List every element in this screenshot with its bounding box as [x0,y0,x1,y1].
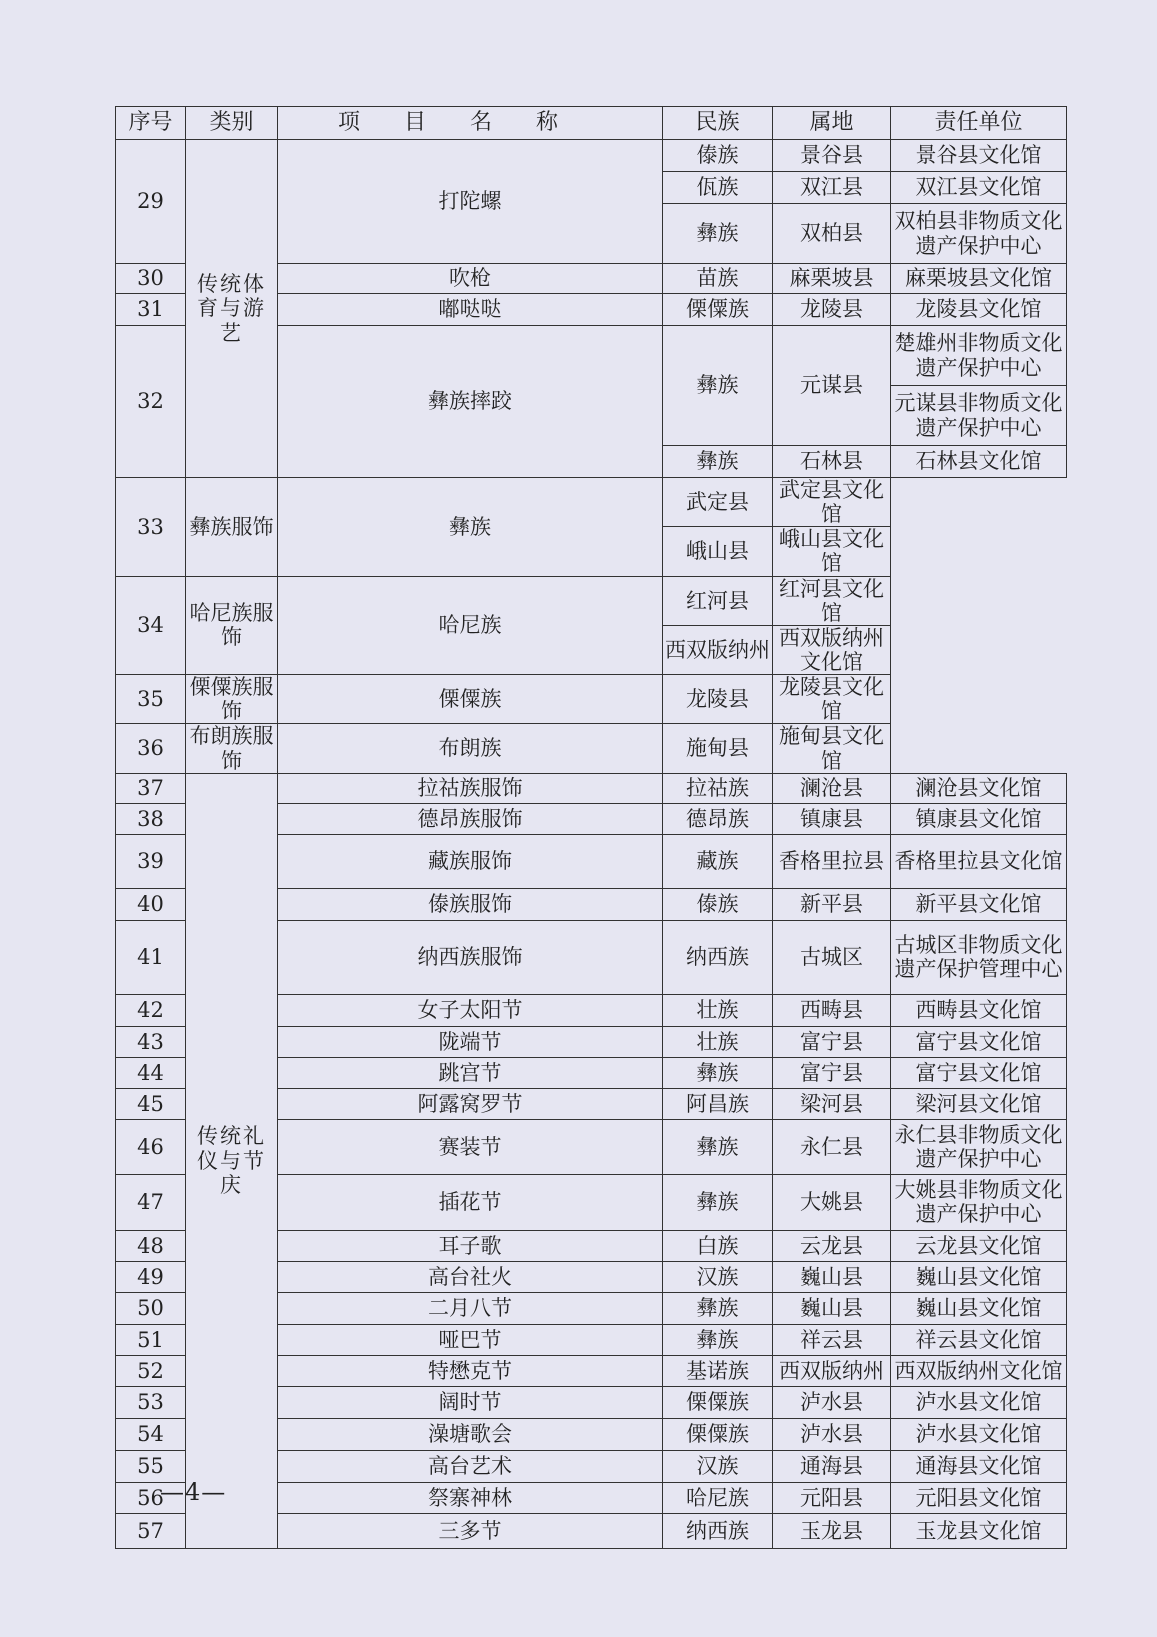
header-ethnic: 民族 [663,107,773,140]
ethnic-group: 彝族 [663,1174,773,1230]
ethnic-group: 阿昌族 [663,1088,773,1119]
responsible-unit: 通海县文化馆 [891,1450,1067,1482]
locality: 巍山县 [773,1292,891,1324]
project-name: 高台社火 [278,1261,663,1292]
responsible-unit: 龙陵县文化馆 [891,294,1067,326]
project-name: 澡塘歌会 [278,1418,663,1450]
responsible-unit: 红河县文化馆 [773,576,891,625]
ethnic-group: 傈僳族 [663,1418,773,1450]
responsible-unit: 双江县文化馆 [891,172,1067,204]
responsible-unit: 镇康县文化馆 [891,803,1067,834]
row-number: 55 [116,1450,186,1482]
responsible-unit: 龙陵县文化馆 [773,675,891,724]
ethnic-group: 哈尼族 [663,1482,773,1513]
ethnic-group: 佤族 [663,172,773,204]
responsible-unit: 祥云县文化馆 [891,1324,1067,1355]
row-number: 31 [116,294,186,326]
locality: 泸水县 [773,1418,891,1450]
project-name: 彝族摔跤 [278,326,663,478]
locality: 澜沧县 [773,773,891,803]
locality: 巍山县 [773,1261,891,1292]
responsible-unit: 富宁县文化馆 [891,1026,1067,1057]
row-number: 54 [116,1418,186,1450]
ethnic-group: 傈僳族 [663,294,773,326]
responsible-unit: 澜沧县文化馆 [891,773,1067,803]
responsible-unit: 大姚县非物质文化遗产保护中心 [891,1174,1067,1230]
row-number: 49 [116,1261,186,1292]
row-number: 46 [116,1119,186,1174]
project-name: 阔时节 [278,1386,663,1418]
locality: 香格里拉县 [773,834,891,888]
responsible-unit: 泸水县文化馆 [891,1418,1067,1450]
project-name: 嘟哒哒 [278,294,663,326]
project-name: 哈尼族服饰 [186,576,278,675]
ethnic-group: 基诺族 [663,1355,773,1386]
project-name: 赛装节 [278,1119,663,1174]
ethnic-group: 汉族 [663,1261,773,1292]
ethnic-group: 彝族 [278,478,663,577]
locality: 泸水县 [773,1386,891,1418]
table-header-row [116,107,1067,140]
project-name: 德昂族服饰 [278,803,663,834]
row-number: 45 [116,1088,186,1119]
header-project-name: 项目名称 [278,107,663,140]
responsible-unit: 元阳县文化馆 [891,1482,1067,1513]
project-name: 藏族服饰 [278,834,663,888]
locality: 双柏县 [773,204,891,264]
ethnic-group: 傣族 [663,888,773,920]
responsible-unit: 景谷县文化馆 [891,140,1067,172]
responsible-unit: 峨山县文化馆 [773,527,891,576]
ethnic-group: 白族 [663,1230,773,1261]
locality: 云龙县 [773,1230,891,1261]
header-place: 属地 [773,107,891,140]
locality: 西双版纳州 [663,625,773,674]
responsible-unit: 西双版纳州文化馆 [891,1355,1067,1386]
row-number: 57 [116,1513,186,1548]
heritage-table [115,106,1067,1549]
ethnic-group: 苗族 [663,264,773,294]
responsible-unit: 泸水县文化馆 [891,1386,1067,1418]
locality: 西双版纳州 [773,1355,891,1386]
project-name: 哑巴节 [278,1324,663,1355]
locality: 龙陵县 [773,294,891,326]
project-name: 高台艺术 [278,1450,663,1482]
row-number: 39 [116,834,186,888]
locality: 通海县 [773,1450,891,1482]
ethnic-group: 彝族 [663,204,773,264]
locality: 西畴县 [773,994,891,1026]
project-name: 跳宫节 [278,1057,663,1088]
category-cell: 传统礼仪与节庆 [186,773,278,1548]
locality: 施甸县 [663,724,773,773]
row-number: 36 [116,724,186,773]
ethnic-group: 彝族 [663,446,773,478]
row-number: 56 [116,1482,186,1513]
ethnic-group: 傈僳族 [663,1386,773,1418]
row-number: 42 [116,994,186,1026]
project-name: 布朗族服饰 [186,724,278,773]
project-name: 特懋克节 [278,1355,663,1386]
responsible-unit: 古城区非物质文化遗产保护管理中心 [891,920,1067,994]
project-name: 三多节 [278,1513,663,1548]
ethnic-group: 拉祜族 [663,773,773,803]
locality: 梁河县 [773,1088,891,1119]
responsible-unit: 双柏县非物质文化遗产保护中心 [891,204,1067,264]
responsible-unit: 西双版纳州文化馆 [773,625,891,674]
row-number: 29 [116,140,186,264]
project-name: 拉祜族服饰 [278,773,663,803]
table-row [116,576,1067,625]
responsible-unit: 永仁县非物质文化遗产保护中心 [891,1119,1067,1174]
ethnic-group: 彝族 [663,326,773,446]
project-name: 彝族服饰 [186,478,278,577]
responsible-unit: 西畴县文化馆 [891,994,1067,1026]
locality: 富宁县 [773,1057,891,1088]
ethnic-group: 纳西族 [663,920,773,994]
row-number: 47 [116,1174,186,1230]
ethnic-group: 壮族 [663,1026,773,1057]
responsible-unit: 玉龙县文化馆 [891,1513,1067,1548]
header-no: 序号 [116,107,186,140]
responsible-unit: 云龙县文化馆 [891,1230,1067,1261]
ethnic-group: 彝族 [663,1324,773,1355]
locality: 武定县 [663,478,773,527]
header-unit: 责任单位 [891,107,1067,140]
responsible-unit: 武定县文化馆 [773,478,891,527]
locality: 玉龙县 [773,1513,891,1548]
locality: 红河县 [663,576,773,625]
responsible-unit: 麻栗坡县文化馆 [891,264,1067,294]
row-number: 53 [116,1386,186,1418]
row-number: 34 [116,576,186,675]
responsible-unit: 巍山县文化馆 [891,1292,1067,1324]
table-row [116,675,1067,724]
locality: 祥云县 [773,1324,891,1355]
locality: 古城区 [773,920,891,994]
row-number: 43 [116,1026,186,1057]
ethnic-group: 彝族 [663,1057,773,1088]
locality: 大姚县 [773,1174,891,1230]
row-number: 32 [116,326,186,478]
ethnic-group: 傈僳族 [278,675,663,724]
header-category: 类别 [186,107,278,140]
table-row [116,478,1067,527]
project-name: 祭寨神林 [278,1482,663,1513]
page-number: —4— [160,1478,227,1506]
project-name: 女子太阳节 [278,994,663,1026]
locality: 元阳县 [773,1482,891,1513]
row-number: 37 [116,773,186,803]
row-number: 40 [116,888,186,920]
category-cell: 传统体育与游艺 [186,140,278,478]
ethnic-group: 壮族 [663,994,773,1026]
responsible-unit: 新平县文化馆 [891,888,1067,920]
project-name: 陇端节 [278,1026,663,1057]
responsible-unit: 施甸县文化馆 [773,724,891,773]
locality: 元谋县 [773,326,891,446]
ethnic-group: 纳西族 [663,1513,773,1548]
ethnic-group: 哈尼族 [278,576,663,675]
row-number: 44 [116,1057,186,1088]
locality: 双江县 [773,172,891,204]
responsible-unit: 富宁县文化馆 [891,1057,1067,1088]
locality: 富宁县 [773,1026,891,1057]
row-number: 38 [116,803,186,834]
ethnic-group: 彝族 [663,1119,773,1174]
project-name: 二月八节 [278,1292,663,1324]
locality: 石林县 [773,446,891,478]
ethnic-group: 汉族 [663,1450,773,1482]
row-number: 41 [116,920,186,994]
locality: 峨山县 [663,527,773,576]
ethnic-group: 藏族 [663,834,773,888]
project-name: 傣族服饰 [278,888,663,920]
responsible-unit: 巍山县文化馆 [891,1261,1067,1292]
row-number: 50 [116,1292,186,1324]
row-number: 30 [116,264,186,294]
responsible-unit: 香格里拉县文化馆 [891,834,1067,888]
project-name: 耳子歌 [278,1230,663,1261]
locality: 景谷县 [773,140,891,172]
locality: 新平县 [773,888,891,920]
project-name: 吹枪 [278,264,663,294]
table-row [116,140,1067,172]
project-name: 插花节 [278,1174,663,1230]
ethnic-group: 彝族 [663,1292,773,1324]
responsible-unit: 楚雄州非物质文化遗产保护中心 [891,326,1067,386]
table-row [116,773,1067,803]
project-name: 阿露窝罗节 [278,1088,663,1119]
project-name: 纳西族服饰 [278,920,663,994]
row-number: 33 [116,478,186,577]
ethnic-group: 德昂族 [663,803,773,834]
responsible-unit: 梁河县文化馆 [891,1088,1067,1119]
row-number: 51 [116,1324,186,1355]
locality: 龙陵县 [663,675,773,724]
table-row [116,724,1067,773]
responsible-unit: 元谋县非物质文化遗产保护中心 [891,386,1067,446]
ethnic-group: 傣族 [663,140,773,172]
project-name: 傈僳族服饰 [186,675,278,724]
locality: 永仁县 [773,1119,891,1174]
locality: 麻栗坡县 [773,264,891,294]
responsible-unit: 石林县文化馆 [891,446,1067,478]
row-number: 35 [116,675,186,724]
project-name: 打陀螺 [278,140,663,264]
row-number: 48 [116,1230,186,1261]
row-number: 52 [116,1355,186,1386]
locality: 镇康县 [773,803,891,834]
ethnic-group: 布朗族 [278,724,663,773]
